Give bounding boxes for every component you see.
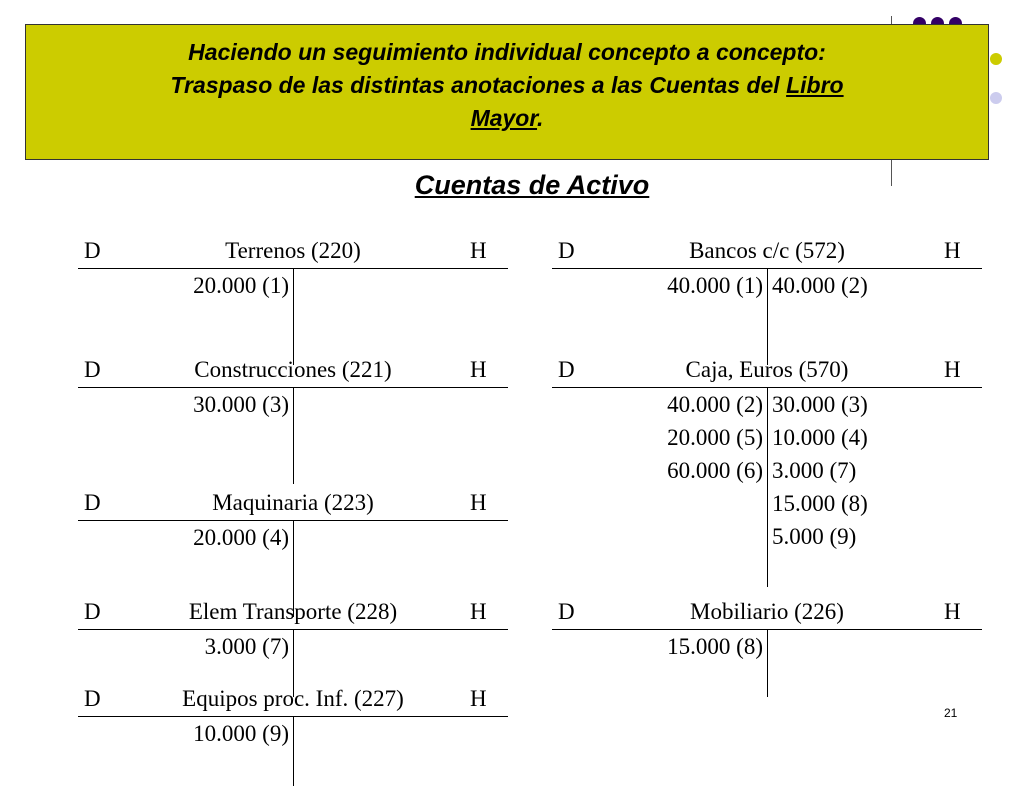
credit-label: H <box>470 238 487 263</box>
header-line2 <box>26 69 988 102</box>
debit-entry: 20.000 (4) <box>193 525 289 550</box>
header-line3-suffix: . <box>537 105 544 131</box>
account-header <box>552 597 982 630</box>
debit-label: D <box>84 490 101 515</box>
debit-label: D <box>558 357 575 382</box>
t-account-equipos <box>78 684 508 786</box>
account-header <box>78 355 508 388</box>
t-account-terrenos <box>78 236 508 365</box>
debit-label: D <box>84 599 101 624</box>
credit-entry: 5.000 (9) <box>772 524 857 549</box>
account-header <box>78 597 508 630</box>
header-banner <box>25 24 989 160</box>
credit-label: H <box>944 238 961 263</box>
debit-entry: 60.000 (6) <box>667 458 763 483</box>
credit-label: H <box>944 357 961 382</box>
account-header <box>78 488 508 521</box>
debit-entry: 10.000 (9) <box>193 721 289 746</box>
credit-label: H <box>470 357 487 382</box>
account-divider <box>293 716 294 786</box>
account-title: Maquinaria (223) <box>212 490 374 515</box>
debit-entry: 30.000 (3) <box>193 392 289 417</box>
account-title: Caja, Euros (570) <box>685 357 849 382</box>
debit-label: D <box>84 357 101 382</box>
debit-label: D <box>558 238 575 263</box>
account-divider <box>767 268 768 365</box>
account-title: Construcciones (221) <box>194 357 392 382</box>
account-header <box>552 355 982 388</box>
credit-entry: 30.000 (3) <box>772 392 868 417</box>
account-divider <box>293 268 294 365</box>
header-line2-text: Traspaso de las distintas anotaciones a las Cuentas del <box>170 72 787 98</box>
section-title <box>0 170 1024 201</box>
debit-label: D <box>558 599 575 624</box>
credit-entry: 40.000 (2) <box>772 273 868 298</box>
account-title: Bancos c/c (572) <box>689 238 845 263</box>
account-divider <box>767 629 768 697</box>
account-title: Equipos proc. Inf. (227) <box>182 686 404 711</box>
account-header <box>78 684 508 717</box>
t-account-construcciones <box>78 355 508 484</box>
debit-label: D <box>84 238 101 263</box>
account-divider <box>767 387 768 587</box>
debit-label: D <box>84 686 101 711</box>
debit-entry: 20.000 (5) <box>667 425 763 450</box>
credit-label: H <box>944 599 961 624</box>
decor-dot <box>990 53 1002 65</box>
debit-entry: 3.000 (7) <box>204 634 289 659</box>
credit-label: H <box>470 686 487 711</box>
t-account-bancos <box>552 236 982 365</box>
page-number: 21 <box>944 706 958 720</box>
header-line1: Haciendo un seguimiento individual concepto a concepto: <box>188 39 826 65</box>
account-title: Elem Transporte (228) <box>188 599 398 624</box>
decor-dot <box>990 92 1002 104</box>
header-link-mayor: Mayor <box>470 105 538 131</box>
account-divider <box>293 387 294 484</box>
t-account-mobiliario <box>552 597 982 697</box>
account-title: Terrenos (220) <box>225 238 361 263</box>
section-title-text: Cuentas de Activo <box>414 170 650 200</box>
credit-label: H <box>470 490 487 515</box>
account-header <box>78 236 508 269</box>
account-header <box>552 236 982 269</box>
debit-entry: 40.000 (2) <box>667 392 763 417</box>
credit-entry: 10.000 (4) <box>772 425 868 450</box>
account-title: Mobiliario (226) <box>690 599 844 624</box>
header-line3 <box>26 102 988 135</box>
debit-entry: 15.000 (8) <box>667 634 763 659</box>
debit-entry: 20.000 (1) <box>193 273 289 298</box>
credit-label: H <box>470 599 487 624</box>
header-link-libro: Libro <box>786 72 844 98</box>
credit-entry: 15.000 (8) <box>772 491 868 516</box>
t-account-caja <box>552 355 982 587</box>
t-account-transporte <box>78 597 508 697</box>
credit-entry: 3.000 (7) <box>772 458 857 483</box>
debit-entry: 40.000 (1) <box>667 273 763 298</box>
